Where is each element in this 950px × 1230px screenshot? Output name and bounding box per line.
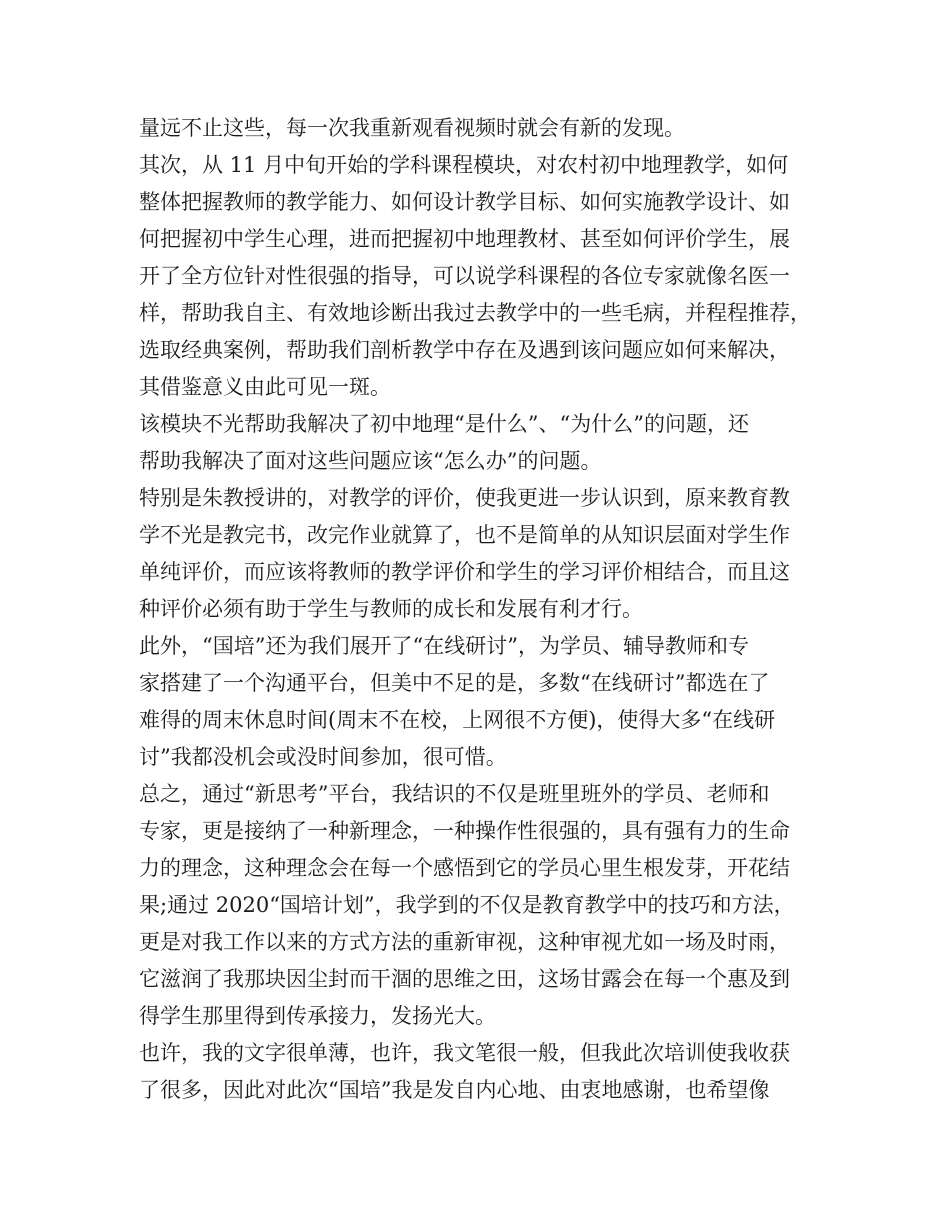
text-line: 样，帮助我自主、有效地诊断出我过去教学中的一些毛病，并程程推荐， [139, 301, 811, 325]
text-line: 开了全方位针对性很强的指导，可以说学科课程的各位专家就像名医一 [139, 264, 790, 288]
text-line: 学不光是教完书，改完作业就算了，也不是简单的从知识层面对学生作 [139, 523, 790, 547]
text-line: 总之，通过“新思考”平台，我结识的不仅是班里班外的学员、老师和 [139, 782, 770, 806]
text-line: 更是对我工作以来的方式方法的重新审视，这种审视尤如一场及时雨， [139, 930, 790, 954]
text-line: 选取经典案例，帮助我们剖析教学中存在及遇到该问题应如何来解决， [139, 338, 790, 362]
text-line: 量远不止这些，每一次我重新观看视频时就会有新的发现。 [139, 116, 685, 140]
text-line: 其借鉴意义由此可见一斑。 [139, 375, 391, 399]
text-line: 讨”我都没机会或没时间参加，很可惜。 [139, 745, 507, 769]
text-line: 力的理念，这种理念会在每一个感悟到它的学员心里生根发芽，开花结 [139, 856, 790, 880]
text-line: 难得的周末休息时间(周末不在校，上网很不方便)，使得大多“在线研 [139, 708, 776, 732]
text-line: 也许，我的文字很单薄，也许，我文笔很一般，但我此次培训使我收获 [139, 1041, 790, 1065]
text-line: 种评价必须有助于学生与教师的成长和发展有利才行。 [139, 597, 643, 621]
text-line: 家搭建了一个沟通平台，但美中不足的是，多数“在线研讨”都选在了 [139, 671, 770, 695]
text-line: 得学生那里得到传承接力，发扬光大。 [139, 1004, 496, 1028]
text-line: 专家，更是接纳了一种新理念，一种操作性很强的，具有强有力的生命 [139, 819, 790, 843]
text-line: 单纯评价，而应该将教师的教学评价和学生的学习评价相结合，而且这 [139, 560, 790, 584]
text-line: 何把握初中学生心理，进而把握初中地理教材、甚至如何评价学生，展 [139, 227, 790, 251]
text-line: 帮助我解决了面对这些问题应该“怎么办”的问题。 [139, 449, 602, 473]
text-line: 该模块不光帮助我解决了初中地理“是什么”、“为什么”的问题，还 [139, 412, 749, 436]
text-line: 它滋润了我那块因尘封而干涸的思维之田，这场甘露会在每一个惠及到 [139, 967, 790, 991]
text-line: 特别是朱教授讲的，对教学的评价，使我更进一步认识到，原来教育教 [139, 486, 790, 510]
text-line: 其次，从 11 月中旬开始的学科课程模块，对农村初中地理教学，如何 [139, 153, 789, 177]
text-line: 此外，“国培”还为我们展开了“在线研讨”，为学员、辅导教师和专 [139, 634, 749, 658]
text-line: 了很多，因此对此次“国培”我是发自内心地、由衷地感谢，也希望像 [139, 1078, 770, 1102]
text-line: 果;通过 2020“国培计划”，我学到的不仅是教育教学中的技巧和方法， [139, 893, 795, 917]
text-line: 整体把握教师的教学能力、如何设计教学目标、如何实施教学设计、如 [139, 190, 790, 214]
